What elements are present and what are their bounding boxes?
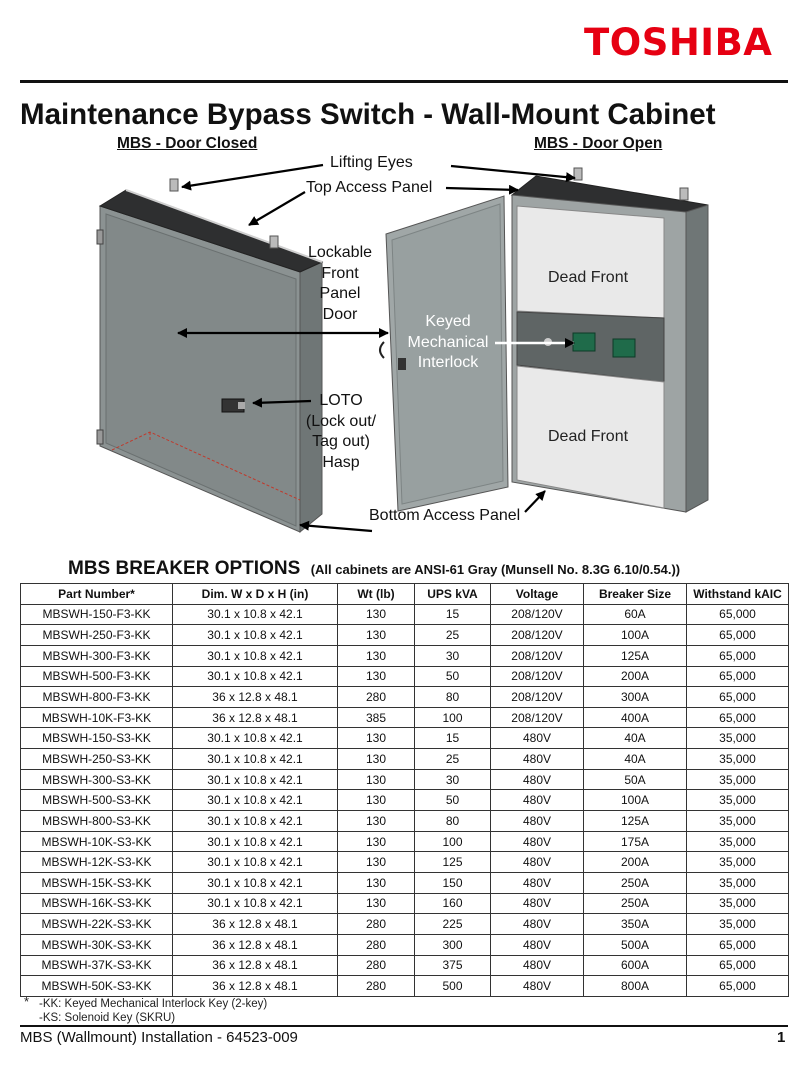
table-cell: 65,000 — [687, 687, 789, 708]
table-cell: 35,000 — [687, 872, 789, 893]
table-cell: 30.1 x 10.8 x 42.1 — [173, 769, 338, 790]
table-cell: 208/120V — [491, 666, 584, 687]
table-cell: 130 — [338, 852, 415, 873]
column-header: Dim. W x D x H (in) — [173, 584, 338, 605]
table-cell: 65,000 — [687, 666, 789, 687]
table-cell: 36 x 12.8 x 48.1 — [173, 955, 338, 976]
table-cell: 36 x 12.8 x 48.1 — [173, 976, 338, 997]
table-cell: 130 — [338, 604, 415, 625]
table-cell: 35,000 — [687, 728, 789, 749]
callout-lockable-door — [301, 243, 379, 325]
table-cell: 350A — [584, 914, 687, 935]
table-cell: 250A — [584, 872, 687, 893]
footnote-kk: -KK: Keyed Mechanical Interlock Key (2-key) — [39, 998, 268, 1010]
table-cell: 480V — [491, 790, 584, 811]
table-cell: 40A — [584, 728, 687, 749]
table-cell: 15 — [415, 728, 491, 749]
table-cell: 480V — [491, 769, 584, 790]
view-label-closed: MBS - Door Closed — [117, 135, 258, 152]
table-row — [21, 976, 789, 997]
dead-front-upper-label: Dead Front — [548, 269, 629, 286]
table-cell: 40A — [584, 749, 687, 770]
table-cell: 65,000 — [687, 604, 789, 625]
table-cell: 160 — [415, 893, 491, 914]
table-cell: 280 — [338, 934, 415, 955]
table-row — [21, 872, 789, 893]
table-cell: 130 — [338, 645, 415, 666]
table-cell: 480V — [491, 976, 584, 997]
table-cell: 30.1 x 10.8 x 42.1 — [173, 728, 338, 749]
table-cell: 208/120V — [491, 625, 584, 646]
column-header: Wt (lb) — [338, 584, 415, 605]
breaker-options-table — [20, 583, 789, 997]
table-cell: 36 x 12.8 x 48.1 — [173, 914, 338, 935]
table-cell: 65,000 — [687, 707, 789, 728]
table-cell: 208/120V — [491, 707, 584, 728]
table-cell: 300 — [415, 934, 491, 955]
table-cell: 100A — [584, 790, 687, 811]
table-row — [21, 687, 789, 708]
table-cell: 30.1 x 10.8 x 42.1 — [173, 790, 338, 811]
table-row — [21, 934, 789, 955]
table-cell: 30 — [415, 645, 491, 666]
table-row — [21, 645, 789, 666]
page-title: Maintenance Bypass Switch - Wall-Mount Cabinet — [20, 98, 716, 131]
table-cell: 25 — [415, 749, 491, 770]
callout-line: Mechanical — [407, 333, 489, 351]
table-row — [21, 728, 789, 749]
table-cell: 65,000 — [687, 934, 789, 955]
table-cell: 130 — [338, 749, 415, 770]
table-cell: 100 — [415, 707, 491, 728]
table-cell: 50 — [415, 790, 491, 811]
table-cell: MBSWH-150-S3-KK — [21, 728, 173, 749]
table-cell: 480V — [491, 749, 584, 770]
table-row — [21, 707, 789, 728]
table-cell: 30.1 x 10.8 x 42.1 — [173, 625, 338, 646]
callout-top-access-panel: Top Access Panel — [306, 179, 433, 196]
table-cell: 480V — [491, 934, 584, 955]
table-cell: 130 — [338, 790, 415, 811]
table-cell: 130 — [338, 666, 415, 687]
footer-doc-id: MBS (Wallmount) Installation - 64523-009 — [20, 1029, 298, 1046]
table-cell: 65,000 — [687, 955, 789, 976]
table-cell: 65,000 — [687, 645, 789, 666]
table-cell: MBSWH-250-F3-KK — [21, 625, 173, 646]
table-cell: 280 — [338, 976, 415, 997]
table-row — [21, 790, 789, 811]
table-cell: MBSWH-30K-S3-KK — [21, 934, 173, 955]
callout-line: Tag out) — [312, 433, 370, 450]
dead-front-lower-label: Dead Front — [548, 428, 629, 445]
table-cell: MBSWH-10K-F3-KK — [21, 707, 173, 728]
lifting-eye-icon — [170, 179, 178, 191]
callout-loto-hasp — [301, 391, 381, 473]
column-header: UPS kVA — [415, 584, 491, 605]
view-label-open: MBS - Door Open — [534, 135, 663, 152]
closed-cabinet — [97, 179, 322, 532]
table-cell: 280 — [338, 687, 415, 708]
hinge-icon — [97, 230, 103, 244]
table-cell: 36 x 12.8 x 48.1 — [173, 934, 338, 955]
table-cell: 480V — [491, 914, 584, 935]
table-row — [21, 914, 789, 935]
table-cell: 35,000 — [687, 831, 789, 852]
footer-rule — [20, 1025, 788, 1027]
table-cell: 130 — [338, 811, 415, 832]
table-cell: 480V — [491, 728, 584, 749]
table-cell: 200A — [584, 852, 687, 873]
table-cell: 130 — [338, 831, 415, 852]
footnote-marker: * — [24, 994, 30, 1009]
column-header: Voltage — [491, 584, 584, 605]
table-cell: MBSWH-500-S3-KK — [21, 790, 173, 811]
table-cell: 208/120V — [491, 687, 584, 708]
callout-line: Hasp — [322, 453, 360, 471]
table-cell: MBSWH-300-S3-KK — [21, 769, 173, 790]
table-row — [21, 604, 789, 625]
table-cell: MBSWH-12K-S3-KK — [21, 852, 173, 873]
table-cell: 25 — [415, 625, 491, 646]
column-header: Withstand kAIC — [687, 584, 789, 605]
lifting-eye-icon — [574, 168, 582, 180]
dead-front-upper-panel — [517, 206, 664, 318]
table-cell: 36 x 12.8 x 48.1 — [173, 687, 338, 708]
table-cell: 480V — [491, 831, 584, 852]
table-cell: 480V — [491, 811, 584, 832]
column-header: Breaker Size — [584, 584, 687, 605]
table-cell: 130 — [338, 893, 415, 914]
table-cell: MBSWH-800-S3-KK — [21, 811, 173, 832]
table-cell: 30 — [415, 769, 491, 790]
table-cell: MBSWH-16K-S3-KK — [21, 893, 173, 914]
table-cell: MBSWH-250-S3-KK — [21, 749, 173, 770]
table-cell: MBSWH-10K-S3-KK — [21, 831, 173, 852]
breaker-handle-icon — [613, 339, 635, 357]
hinge-icon — [97, 430, 103, 444]
callout-line: Interlock — [417, 354, 479, 371]
table-cell: MBSWH-500-F3-KK — [21, 666, 173, 687]
table-row — [21, 811, 789, 832]
table-cell: 500 — [415, 976, 491, 997]
table-row — [21, 769, 789, 790]
table-cell: 375 — [415, 955, 491, 976]
table-cell: 30.1 x 10.8 x 42.1 — [173, 666, 338, 687]
table-cell: 150 — [415, 872, 491, 893]
table-cell: 200A — [584, 666, 687, 687]
table-cell: 500A — [584, 934, 687, 955]
table-cell: 35,000 — [687, 749, 789, 770]
table-cell: 30.1 x 10.8 x 42.1 — [173, 872, 338, 893]
lifting-eye-icon — [680, 188, 688, 200]
footnote-ks: -KS: Solenoid Key (SKRU) — [39, 1012, 176, 1024]
table-cell: 35,000 — [687, 852, 789, 873]
table-cell: MBSWH-15K-S3-KK — [21, 872, 173, 893]
table-cell: 35,000 — [687, 914, 789, 935]
table-cell: 35,000 — [687, 769, 789, 790]
table-cell: 280 — [338, 955, 415, 976]
table-row — [21, 625, 789, 646]
table-cell: 125 — [415, 852, 491, 873]
table-cell: MBSWH-300-F3-KK — [21, 645, 173, 666]
toshiba-logo: TOSHIBA — [584, 21, 773, 64]
table-row — [21, 831, 789, 852]
table-cell: 600A — [584, 955, 687, 976]
table-cell: 130 — [338, 728, 415, 749]
table-cell: 800A — [584, 976, 687, 997]
table-cell: 300A — [584, 687, 687, 708]
callout-line: Front — [321, 264, 359, 282]
table-cell: 130 — [338, 769, 415, 790]
table-header-row — [21, 584, 789, 605]
table-cell: 50A — [584, 769, 687, 790]
table-row — [21, 852, 789, 873]
table-cell: 30.1 x 10.8 x 42.1 — [173, 749, 338, 770]
table-cell: 30.1 x 10.8 x 42.1 — [173, 604, 338, 625]
table-cell: MBSWH-50K-S3-KK — [21, 976, 173, 997]
table-cell: 30.1 x 10.8 x 42.1 — [173, 811, 338, 832]
options-note: (All cabinets are ANSI-61 Gray (Munsell No. 8.3G 6.10/0.54.)) — [310, 562, 681, 577]
table-cell: 50 — [415, 666, 491, 687]
callout-lifting-eyes: Lifting Eyes — [330, 154, 413, 171]
callout-keyed-interlock — [402, 312, 494, 374]
page-number: 1 — [777, 1029, 786, 1046]
table-cell: 100 — [415, 831, 491, 852]
callout-line: Lockable — [307, 244, 373, 261]
callout-line: Keyed — [425, 313, 471, 330]
table-cell: 250A — [584, 893, 687, 914]
table-cell: 30.1 x 10.8 x 42.1 — [173, 831, 338, 852]
table-cell: 80 — [415, 687, 491, 708]
table-cell: 60A — [584, 604, 687, 625]
column-header: Part Number* — [21, 584, 173, 605]
table-cell: 480V — [491, 893, 584, 914]
table-cell: 65,000 — [687, 625, 789, 646]
open-cabinet-side — [686, 205, 708, 512]
callout-line: (Lock out/ — [305, 412, 377, 430]
table-cell: 15 — [415, 604, 491, 625]
table-cell: 385 — [338, 707, 415, 728]
table-cell: 175A — [584, 831, 687, 852]
table-cell: 125A — [584, 645, 687, 666]
table-cell: 130 — [338, 625, 415, 646]
table-cell: 208/120V — [491, 604, 584, 625]
table-row — [21, 749, 789, 770]
table-cell: MBSWH-800-F3-KK — [21, 687, 173, 708]
table-cell: 35,000 — [687, 893, 789, 914]
table-row — [21, 666, 789, 687]
table-cell: 125A — [584, 811, 687, 832]
table-cell: 280 — [338, 914, 415, 935]
table-cell: 36 x 12.8 x 48.1 — [173, 707, 338, 728]
callout-line: Panel — [319, 285, 361, 302]
table-cell: 30.1 x 10.8 x 42.1 — [173, 645, 338, 666]
table-cell: 480V — [491, 955, 584, 976]
callout-line: LOTO — [319, 392, 363, 409]
table-cell: 208/120V — [491, 645, 584, 666]
table-cell: MBSWH-37K-S3-KK — [21, 955, 173, 976]
table-row — [21, 955, 789, 976]
callout-line: Door — [322, 305, 358, 323]
table-cell: 65,000 — [687, 976, 789, 997]
table-cell: MBSWH-150-F3-KK — [21, 604, 173, 625]
table-cell: 35,000 — [687, 811, 789, 832]
options-heading — [68, 557, 680, 582]
callout-bottom-access-panel: Bottom Access Panel — [369, 507, 521, 524]
options-title: MBS BREAKER OPTIONS — [68, 558, 301, 579]
table-cell: 480V — [491, 872, 584, 893]
table-cell: 80 — [415, 811, 491, 832]
table-cell: 30.1 x 10.8 x 42.1 — [173, 893, 338, 914]
table-cell: 480V — [491, 852, 584, 873]
table-cell: 35,000 — [687, 790, 789, 811]
table-cell: 100A — [584, 625, 687, 646]
table-cell: 225 — [415, 914, 491, 935]
breaker-handle-icon — [573, 333, 595, 351]
table-cell: 130 — [338, 872, 415, 893]
table-row — [21, 893, 789, 914]
table-cell: MBSWH-22K-S3-KK — [21, 914, 173, 935]
table-cell: 400A — [584, 707, 687, 728]
lifting-eye-icon — [270, 236, 278, 248]
table-cell: 30.1 x 10.8 x 42.1 — [173, 852, 338, 873]
